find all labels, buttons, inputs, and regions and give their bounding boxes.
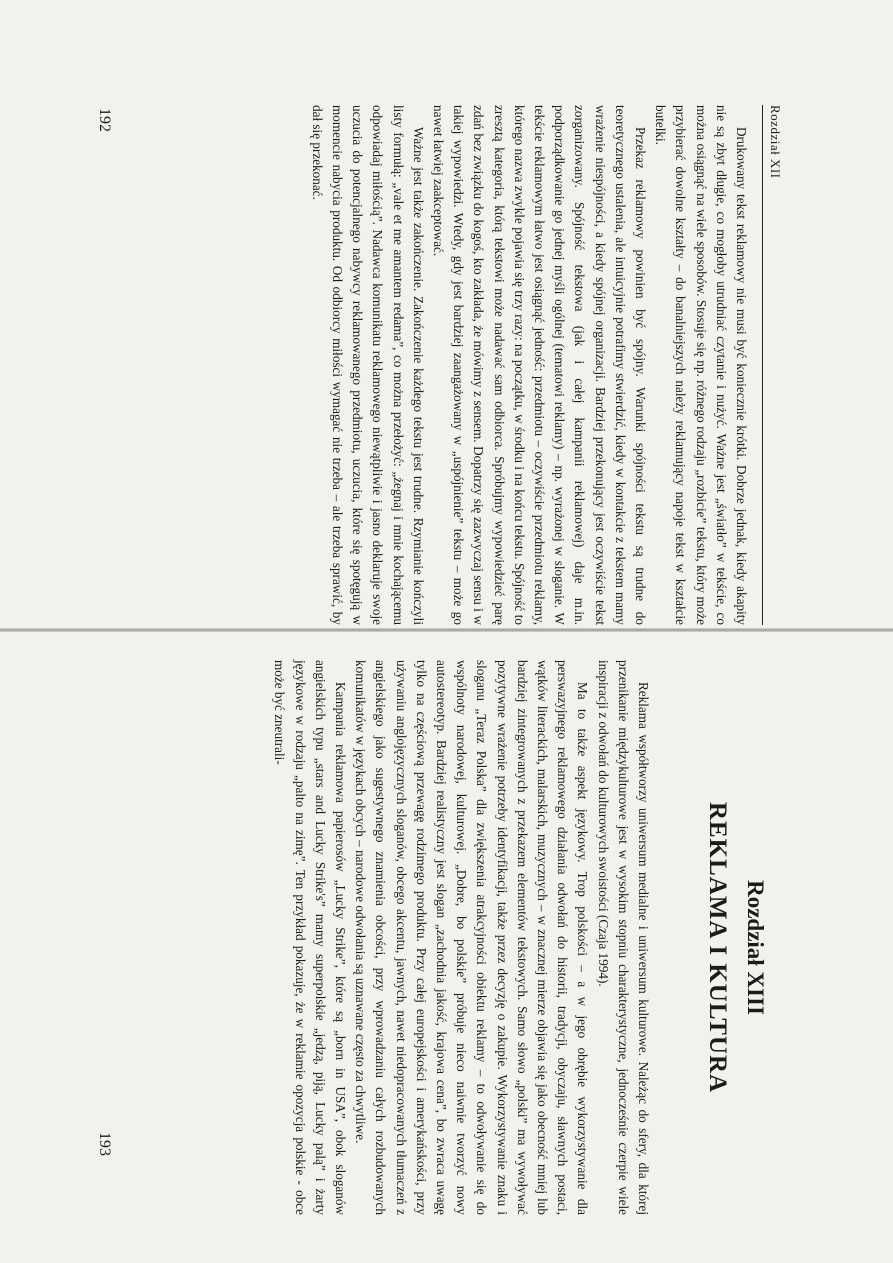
chapter-title: REKLAMA I KULTURA [704, 801, 731, 1094]
page-number: 193 [96, 1132, 113, 1156]
paragraph: Drukowany tekst reklamowy nie musi być koniecznie krótki. Dobrze jednak, kiedy akapity nie są zbyt długie, co mogłoby utrudniać czytanie i nużyć. Ważne jest „światło” w tekście, co można osiągnąć na wiele sposobów. Stosuje się np. różnego rodzaju „rozbicie” tekstu, który może przybierać dowolne kształty – do banalniejszych należy reklamujący napoje tekst w kształcie butelki. [653, 105, 749, 625]
right-page [0, 632, 893, 1263]
chapter-number: Rozdział XIII [743, 880, 768, 1015]
left-page-body [307, 105, 751, 625]
paragraph: Kampania reklamowa papierosów „Lucky Strike”, które są „born in USA”, obok sloganów angielskich typu „stars and Lucky Strike's” mamy superpolskie „jedzą, piją, Lucky palą” i żarty językowe w rodzaju „palto na zimę”. Ten przykład pokazuje, że w reklamie opozycja polskie - obce może być zneutrali- [272, 660, 348, 1215]
paragraph: Reklama współtworzy uniwersum medialne i uniwersum kulturowe. Należąc do sfery, dla której przenikanie międzykulturowe jest w wysokim stopniu charakterystyczne, jednocześnie czerpie wiele inspiracji z odwołań do kulturowych swoistości (Czaja 1994). [595, 660, 651, 1215]
paragraph: Ważne jest także zakończenie. Zakończenie każdego tekstu jest trudne. Rzymianie kończyli listy formułą: „vale et me amantem redama”, co można przełożyć: „żegnaj i mnie kochającemu odpowiadaj miłością”. Nadawca komunikatu reklamowego niewątpliwie i jasno deklaruje swoje uczucia do potencjalnego nabywcy reklamowanego przedmiotu, uczucia, które się spotęgują w momencie nabycia produktu. Od odbiorcy miłości wymagać nie trzeba – ale trzeba sprawić, by dał się przekonać. [309, 105, 426, 625]
paragraph: Ma to także aspekt językowy. Trop polskości – a w jego obrębie wykorzystywanie dla perswazyjnego reklamowego działania odwołań do historii, tradycji, obyczaju, sławnych postaci, wątków literackich, malarskich, muzycznych – w znacznej mierze objawia się jako obecność mniej lub bardziej zintegrowanych z przekazem elementów tekstowych. Samo słowo „polski” ma wywoływać pozytywne wrażenie potrzeby identyfikacji, także przez decyzję o zakupie. Wykorzystywanie znaku i sloganu „Teraz Polska” dla zwiększenia atrakcyjności obiektu reklamy – to odwoływanie się do wspólnoty narodowej, kulturowej. „Dobre, bo polskie” próbuje nieco naiwnie tworzyć nowy autostereotyp. Bardziej realistyczny jest slogan „zachodnia jakość, krajowa cena”, bo zwraca uwagę tylko na częściową przewagę rodzimego produktu. Przy całej europejskości i amerykańskości, przy używaniu anglojęzycznych sloganów, obcego akcentu, jawnych, nawet niedopracowanych tłumaczeń z angielskiego jako sugestywnego znamienia obcości, przy wprowadzaniu całych rozbudowanych komunikatów w językach obcych – narodowe odwołania są uznawane często za chwytliwe. [353, 660, 591, 1215]
running-head: Rozdział XII [768, 105, 783, 179]
header-rule [762, 105, 763, 625]
paragraph: Przekaz reklamowy powinien być spójny. Warunki spójności tekstu są trudne do teoretycznego ustalenia, ale intuicyjnie potrafimy stwierdzić, kiedy w kontakcie z tekstem mamy wrażenie niespójności, a kiedy spójnej organizacji. Bardziej przekonujący jest oczywiście tekst zorganizowany. Spójność tekstowa (jak i całej kampanii reklamowej) daje m.in. podporządkowanie go jednej myśli ogólnej (tematowi reklamy) – np. wyrażonej w sloganie. W tekście reklamowym łatwo jest osiągnąć jedność: przedmiotu – oczywiście przedmiotu reklamy, którego nazwa zwykle pojawia się trzy razy: na początku, w środku i na końcu tekstu. Spójność to zresztą kategoria, którą tekstowi może nadawać sam odbiorca. Spróbujmy wypowiedzieć parę zdań bez związku do kogoś, kto zakłada, że mówimy z sensem. Dopatrzy się zazwyczaj sensu i w takiej wypowiedzi. Wtedy, gdy jest bardziej zaangażowany w „uspójnienie” tekstu – może go nawet łatwiej zaakceptować. [430, 105, 648, 625]
right-page-body [269, 660, 653, 1215]
page-number: 192 [96, 108, 113, 132]
